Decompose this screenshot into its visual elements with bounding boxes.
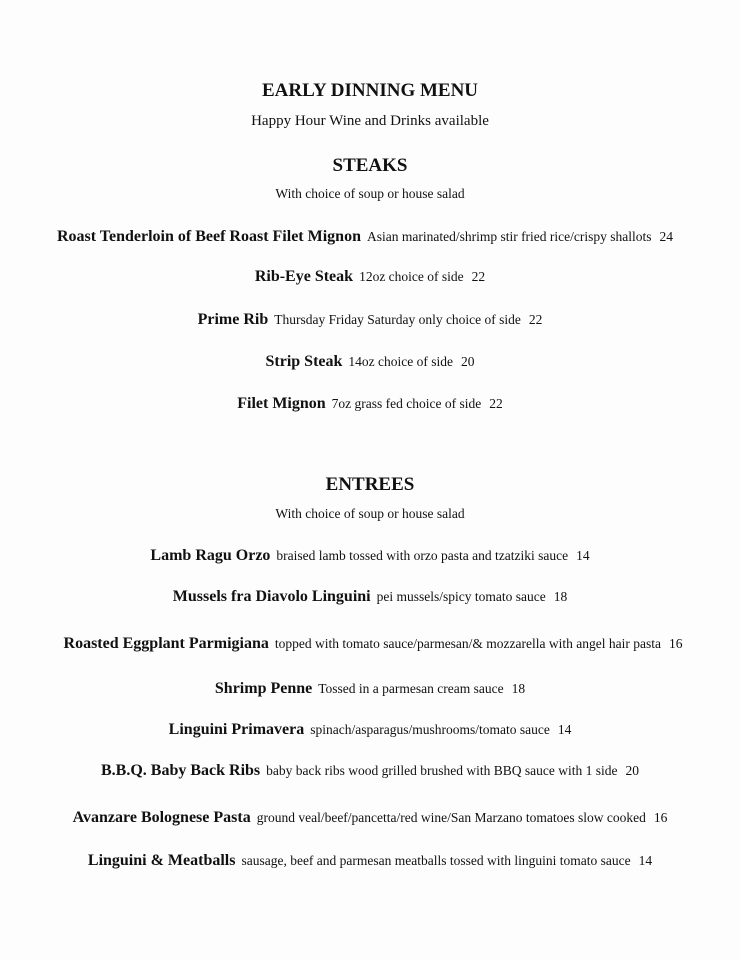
item-price: 20 <box>461 354 475 369</box>
menu-item <box>0 852 740 870</box>
item-description: 14oz choice of side <box>348 354 453 369</box>
item-name: Roasted Eggplant Parmigiana <box>63 635 269 652</box>
item-description: 7oz grass fed choice of side <box>331 396 482 411</box>
menu-item <box>0 762 740 780</box>
item-price: 22 <box>528 312 543 327</box>
item-name: Rib-Eye Steak <box>254 268 354 285</box>
item-price: 24 <box>659 229 674 244</box>
item-price: 18 <box>511 681 526 696</box>
item-price: 14 <box>576 548 590 563</box>
menu-item <box>0 809 740 827</box>
item-price: 16 <box>653 810 668 825</box>
menu-item <box>0 268 740 286</box>
item-price: 16 <box>668 636 683 651</box>
item-price: 22 <box>489 396 503 411</box>
section-note-entrees: With choice of soup or house salad <box>275 506 465 521</box>
item-name: Linguini & Meatballs <box>87 852 236 869</box>
menu-item <box>3 635 740 653</box>
item-description: sausage, beef and parmesan meatballs tossed with linguini tomato sauce <box>241 853 631 868</box>
item-description: Tossed in a parmesan cream sauce <box>318 681 504 696</box>
item-description: Asian marinated/shrimp stir fried rice/crispy shallots <box>366 229 652 244</box>
item-price: 22 <box>471 269 486 284</box>
item-name: Filet Mignon <box>237 395 326 412</box>
item-description: braised lamb tossed with orzo pasta and tzatziki sauce <box>276 548 569 563</box>
menu-item <box>0 395 740 413</box>
section-title-entrees: ENTREES <box>325 474 415 495</box>
item-name: Roast Tenderloin of Beef Roast Filet Mignon <box>56 228 361 245</box>
section-note-steaks: With choice of soup or house salad <box>275 186 465 201</box>
item-name: Linguini Primavera <box>168 721 305 738</box>
item-name: Avanzare Bolognese Pasta <box>72 809 251 826</box>
menu-item <box>0 680 740 698</box>
item-name: Lamb Ragu Orzo <box>150 547 271 564</box>
menu-subtitle: Happy Hour Wine and Drinks available <box>251 113 489 129</box>
menu-title: EARLY DINNING MENU <box>261 80 479 101</box>
item-description: Thursday Friday Saturday only choice of side <box>274 312 521 327</box>
item-description: topped with tomato sauce/parmesan/& mozzarella with angel hair pasta <box>274 636 661 651</box>
menu-item <box>0 547 740 565</box>
menu-item <box>0 353 740 371</box>
menu-item <box>0 588 740 606</box>
item-description: baby back ribs wood grilled brushed with BBQ sauce with 1 side <box>266 763 618 778</box>
item-name: Strip Steak <box>265 353 343 370</box>
item-price: 14 <box>638 853 653 868</box>
item-name: Shrimp Penne <box>214 680 313 697</box>
menu-item <box>0 311 740 329</box>
item-name: Prime Rib <box>197 311 269 328</box>
item-description: 12oz choice of side <box>359 269 464 284</box>
item-description: pei mussels/spicy tomato sauce <box>376 589 546 604</box>
item-description: spinach/asparagus/mushrooms/tomato sauce <box>310 722 550 737</box>
menu-item <box>0 228 735 246</box>
item-name: Mussels fra Diavolo Linguini <box>172 588 371 605</box>
section-title-steaks: STEAKS <box>332 155 408 176</box>
item-description: ground veal/beef/pancetta/red wine/San Marzano tomatoes slow cooked <box>256 810 646 825</box>
item-price: 20 <box>625 763 639 778</box>
item-price: 14 <box>557 722 572 737</box>
item-price: 18 <box>553 589 568 604</box>
item-name: B.B.Q. Baby Back Ribs <box>101 762 261 779</box>
menu-item <box>0 721 740 739</box>
